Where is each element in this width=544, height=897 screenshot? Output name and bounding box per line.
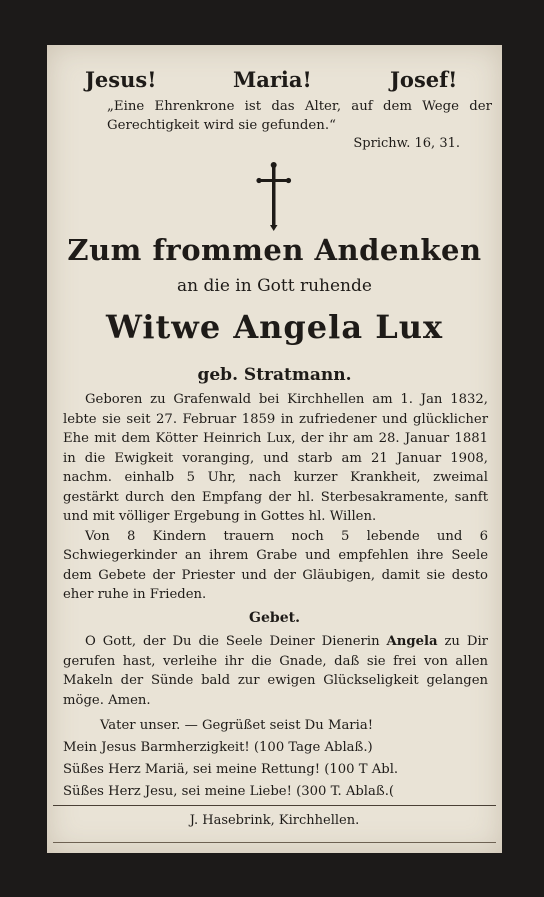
biography-paragraph: Geboren zu Grafenwald bei Kirchhellen am 1. Jan 1832, lebte sie seit 27. Februar 1859 in zufriedener und glücklicher Ehe mit dem Kötter Heinrich Lux, der ihr am 28. Januar 1881 in die Ewigkeit voranging, und starb am 21 Januar 1908, nachm. einhalb 5 Uhr, nach kurzer Krankheit, zweimal gestärkt durch den Empfang der hl. Sterbesakramente, sanft und mit völliger Ergebung in Gottes hl. Willen. bbox=[63, 392, 488, 524]
prayer-text-before: O Gott, der Du die Seele Deiner Dienerin bbox=[85, 634, 380, 649]
invocation-line: Süßes Herz Jesu, sei meine Liebe! (300 T. Ablaß.( bbox=[63, 784, 395, 799]
deceased-name: Witwe Angela Lux bbox=[105, 308, 444, 346]
prayer-heading: Gebet. bbox=[249, 610, 300, 626]
header-invocation bbox=[47, 67, 502, 93]
memorial-subtitle: an die in Gott ruhende bbox=[177, 276, 372, 296]
invocation-line: Süßes Herz Mariä, sei meine Rettung! (100 T Abl. bbox=[63, 762, 399, 777]
cross-icon bbox=[254, 159, 294, 231]
card-paper bbox=[47, 45, 502, 853]
header-jesus: Jesus! bbox=[85, 67, 157, 92]
biography bbox=[63, 390, 488, 605]
prayer-name: Angela bbox=[386, 634, 438, 649]
printer-credit: J. Hasebrink, Kirchhellen. bbox=[189, 813, 360, 828]
divider bbox=[53, 805, 496, 806]
prayer-text-after: zu Dir gerufen hast, verleihe ihr die Gnade, daß sie frei von allen Makeln der Sünde bald zur ewigen Glückseligkeit gelangen möge. Amen. bbox=[63, 634, 488, 708]
divider bbox=[53, 842, 496, 843]
header-josef: Josef! bbox=[390, 67, 458, 92]
header-maria: Maria! bbox=[233, 67, 312, 92]
maiden-name: geb. Stratmann. bbox=[197, 365, 352, 385]
invocations bbox=[63, 715, 495, 803]
prayer-text bbox=[63, 632, 488, 710]
bible-quote: „Eine Ehrenkrone ist das Alter, auf dem Wege der Gerechtigkeit wird sie gefunden.“ bbox=[107, 99, 492, 133]
memorial-title: Zum frommen Andenken bbox=[67, 233, 482, 267]
biography-paragraph: Von 8 Kindern trauern noch 5 lebende und 6 Schwiegerkinder an ihrem Grabe und empfehlen ihre Seele dem Gebete der Priester und der Gläubigen, damit sie desto eher ruhe in Frieden. bbox=[63, 528, 488, 602]
quote-reference: Sprichw. 16, 31. bbox=[353, 136, 460, 151]
invocation-line: Vater unser. — Gegrüßet seist Du Maria! bbox=[100, 718, 373, 733]
invocation-line: Mein Jesus Barmherzigkeit! (100 Tage Ablaß.) bbox=[63, 740, 373, 755]
